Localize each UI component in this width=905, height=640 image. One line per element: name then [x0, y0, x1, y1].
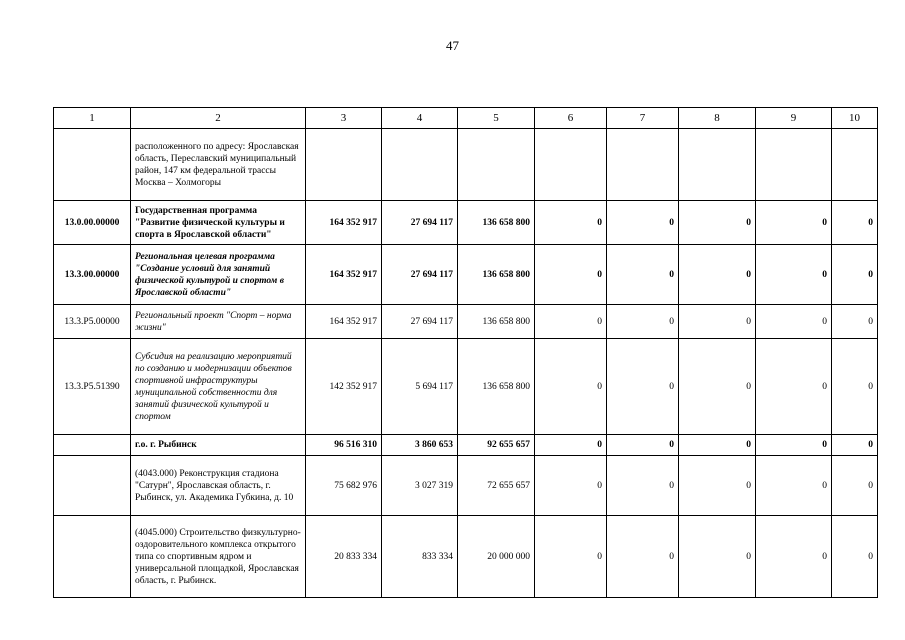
value-cell: 136 658 800: [458, 305, 535, 339]
column-header: 4: [382, 108, 458, 129]
value-cell: 75 682 976: [306, 456, 382, 516]
value-cell: 20 000 000: [458, 516, 535, 598]
value-cell: [607, 129, 679, 201]
value-cell: 136 658 800: [458, 339, 535, 435]
row-code: [54, 456, 131, 516]
table-row: [54, 516, 878, 598]
value-cell: [756, 129, 832, 201]
value-cell: 0: [607, 339, 679, 435]
value-cell: 0: [607, 516, 679, 598]
value-cell: 0: [832, 516, 878, 598]
table-row: [54, 129, 878, 201]
table-row: [54, 201, 878, 245]
row-code: [54, 435, 131, 456]
value-cell: 0: [679, 339, 756, 435]
value-cell: 5 694 117: [382, 339, 458, 435]
row-description: (4043.000) Реконструкция стадиона "Сатурн", Ярославская область, г. Рыбинск, ул. Академика Губкина, д. 10: [131, 456, 306, 516]
value-cell: 0: [607, 456, 679, 516]
value-cell: [306, 129, 382, 201]
value-cell: 136 658 800: [458, 245, 535, 305]
row-description: Государственная программа "Развитие физической культуры и спорта в Ярославской области": [131, 201, 306, 245]
column-header: 9: [756, 108, 832, 129]
value-cell: 0: [832, 245, 878, 305]
value-cell: [535, 129, 607, 201]
row-code: 13.3.P5.51390: [54, 339, 131, 435]
value-cell: 0: [607, 435, 679, 456]
value-cell: 92 655 657: [458, 435, 535, 456]
value-cell: 0: [756, 245, 832, 305]
value-cell: 0: [607, 245, 679, 305]
row-description: г.о. г. Рыбинск: [131, 435, 306, 456]
value-cell: 164 352 917: [306, 201, 382, 245]
value-cell: 0: [832, 201, 878, 245]
value-cell: 0: [679, 435, 756, 456]
value-cell: 0: [756, 339, 832, 435]
value-cell: 0: [535, 201, 607, 245]
table-row: [54, 456, 878, 516]
value-cell: 0: [535, 305, 607, 339]
value-cell: 833 334: [382, 516, 458, 598]
row-code: 13.3.P5.00000: [54, 305, 131, 339]
value-cell: 72 655 657: [458, 456, 535, 516]
value-cell: 0: [756, 456, 832, 516]
value-cell: 27 694 117: [382, 245, 458, 305]
row-description: Региональный проект "Спорт – норма жизни": [131, 305, 306, 339]
value-cell: 0: [679, 245, 756, 305]
table-row: [54, 339, 878, 435]
value-cell: [832, 129, 878, 201]
row-description: расположенного по адресу: Ярославская область, Переславский муниципальный район, 147 км федеральной трассы Москва – Холмогоры: [131, 129, 306, 201]
row-description: (4045.000) Строительство физкультурно-оздоровительного комплекса открытого типа со спортивным ядром и универсальной площадкой, Ярославская область, г. Рыбинск.: [131, 516, 306, 598]
value-cell: 27 694 117: [382, 201, 458, 245]
value-cell: 0: [832, 339, 878, 435]
value-cell: 0: [756, 201, 832, 245]
value-cell: 164 352 917: [306, 245, 382, 305]
table-row: [54, 435, 878, 456]
value-cell: 0: [535, 456, 607, 516]
budget-table: [53, 107, 878, 598]
column-header: 7: [607, 108, 679, 129]
value-cell: 0: [832, 456, 878, 516]
row-code: 13.3.00.00000: [54, 245, 131, 305]
column-header: 8: [679, 108, 756, 129]
column-header: 5: [458, 108, 535, 129]
value-cell: 0: [756, 516, 832, 598]
column-header: 10: [832, 108, 878, 129]
value-cell: 0: [535, 245, 607, 305]
row-code: [54, 129, 131, 201]
row-description: Субсидия на реализацию мероприятий по созданию и модернизации объектов спортивной инфраструктуры муниципальной собственности для занятий физической культурой и спортом: [131, 339, 306, 435]
row-description: Региональная целевая программа "Создание условий для занятий физической культурой и спортом в Ярославской области": [131, 245, 306, 305]
value-cell: 142 352 917: [306, 339, 382, 435]
page-number: 47: [446, 38, 459, 53]
value-cell: 0: [535, 516, 607, 598]
table-row: [54, 245, 878, 305]
value-cell: 0: [679, 305, 756, 339]
value-cell: 3 860 653: [382, 435, 458, 456]
value-cell: 0: [756, 305, 832, 339]
value-cell: 136 658 800: [458, 201, 535, 245]
table-row: [54, 305, 878, 339]
value-cell: 96 516 310: [306, 435, 382, 456]
column-header: 3: [306, 108, 382, 129]
value-cell: 0: [832, 305, 878, 339]
value-cell: 0: [679, 456, 756, 516]
value-cell: 3 027 319: [382, 456, 458, 516]
row-code: 13.0.00.00000: [54, 201, 131, 245]
value-cell: 0: [679, 516, 756, 598]
value-cell: 0: [607, 305, 679, 339]
value-cell: 0: [756, 435, 832, 456]
value-cell: 0: [607, 201, 679, 245]
value-cell: 0: [679, 201, 756, 245]
value-cell: [679, 129, 756, 201]
value-cell: 164 352 917: [306, 305, 382, 339]
column-header: 6: [535, 108, 607, 129]
value-cell: 0: [535, 435, 607, 456]
value-cell: 0: [832, 435, 878, 456]
column-header: 1: [54, 108, 131, 129]
value-cell: 0: [535, 339, 607, 435]
value-cell: [382, 129, 458, 201]
value-cell: 20 833 334: [306, 516, 382, 598]
value-cell: 27 694 117: [382, 305, 458, 339]
column-header: 2: [131, 108, 306, 129]
table-header-row: [54, 108, 878, 129]
value-cell: [458, 129, 535, 201]
row-code: [54, 516, 131, 598]
